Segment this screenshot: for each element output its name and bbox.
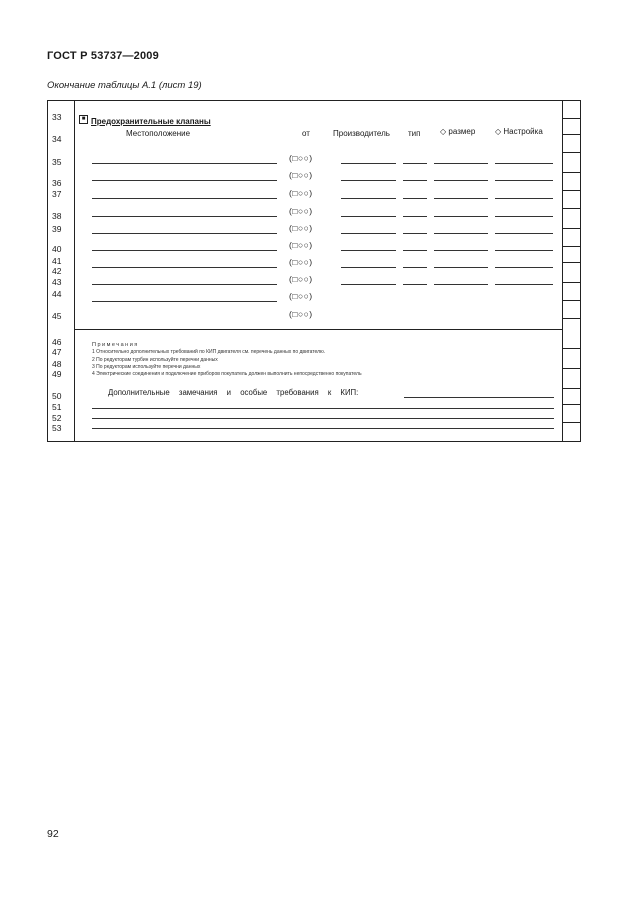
- remarks-field[interactable]: [92, 428, 554, 429]
- page-number: 92: [47, 828, 59, 840]
- margin-tick: [562, 404, 581, 405]
- size-field[interactable]: [434, 163, 488, 164]
- setting-field[interactable]: [495, 180, 553, 181]
- manufacturer-field[interactable]: [341, 233, 396, 234]
- valve-type-selector[interactable]: (□○○): [289, 240, 313, 250]
- valve-type-selector[interactable]: (□○○): [289, 274, 313, 284]
- setting-field[interactable]: [495, 250, 553, 251]
- col-size: ◇ размер: [440, 127, 476, 136]
- row-number: 37: [52, 189, 62, 199]
- col-location: Местоположение: [126, 129, 191, 138]
- row-number: 52: [52, 413, 62, 423]
- row-number: 39: [52, 224, 62, 234]
- manufacturer-field[interactable]: [341, 267, 396, 268]
- row-number: 41: [52, 256, 62, 266]
- remarks-field[interactable]: [92, 418, 554, 419]
- type-field[interactable]: [403, 233, 427, 234]
- checkbox-filled-icon[interactable]: ■: [79, 115, 88, 124]
- valve-type-selector[interactable]: (□○○): [289, 170, 313, 180]
- row-number: 42: [52, 266, 62, 276]
- row-number: 44: [52, 289, 62, 299]
- size-field[interactable]: [434, 267, 488, 268]
- row-number: 35: [52, 157, 62, 167]
- size-field[interactable]: [434, 180, 488, 181]
- manufacturer-field[interactable]: [341, 216, 396, 217]
- row-number: 48: [52, 359, 62, 369]
- col-manufacturer: Производитель: [333, 129, 390, 138]
- margin-tick: [562, 152, 581, 153]
- row-number: 51: [52, 402, 62, 412]
- note-item: 4 Электрические соединения и подключение приборов покупатель должен выполнить непосредственно покупатель: [92, 371, 362, 377]
- row-number: 43: [52, 277, 62, 287]
- margin-tick: [562, 282, 581, 283]
- diamond-icon: ◇: [495, 127, 502, 136]
- row-number: 40: [52, 244, 62, 254]
- type-field[interactable]: [403, 198, 427, 199]
- location-field[interactable]: [92, 267, 277, 268]
- margin-tick: [562, 388, 581, 389]
- margin-tick: [562, 228, 581, 229]
- row-number: 38: [52, 211, 62, 221]
- valve-type-selector[interactable]: (□○○): [289, 223, 313, 233]
- location-field[interactable]: [92, 250, 277, 251]
- note-item: 2 По редукторам турбин используйте перечни данных: [92, 357, 218, 363]
- valve-type-selector[interactable]: (□○○): [289, 206, 313, 216]
- col-setting: ◇ Настройка: [495, 127, 543, 136]
- valve-type-selector[interactable]: (□○○): [289, 291, 313, 301]
- type-field[interactable]: [403, 284, 427, 285]
- location-field[interactable]: [92, 284, 277, 285]
- location-field[interactable]: [92, 233, 277, 234]
- type-field[interactable]: [403, 180, 427, 181]
- row-number: 36: [52, 178, 62, 188]
- standard-title: ГОСТ Р 53737—2009: [47, 50, 159, 62]
- margin-tick: [562, 318, 581, 319]
- notes-heading: Примечания: [92, 342, 139, 348]
- margin-tick: [562, 134, 581, 135]
- location-field[interactable]: [92, 216, 277, 217]
- col-from: от: [302, 129, 310, 138]
- margin-tick: [562, 118, 581, 119]
- manufacturer-field[interactable]: [341, 180, 396, 181]
- margin-tick: [562, 208, 581, 209]
- row-number-divider: [74, 100, 75, 442]
- margin-tick: [562, 348, 581, 349]
- size-field[interactable]: [434, 198, 488, 199]
- type-field[interactable]: [403, 163, 427, 164]
- type-field[interactable]: [403, 216, 427, 217]
- setting-field[interactable]: [495, 267, 553, 268]
- location-field[interactable]: [92, 198, 277, 199]
- valve-type-selector[interactable]: (□○○): [289, 257, 313, 267]
- margin-tick: [562, 172, 581, 173]
- section-header: [79, 111, 211, 129]
- additional-remarks-label: Дополнительные замечания и особые требования к КИП:: [108, 388, 359, 397]
- location-field[interactable]: [92, 180, 277, 181]
- valve-type-selector[interactable]: (□○○): [289, 153, 313, 163]
- diamond-icon: ◇: [440, 127, 447, 136]
- setting-field[interactable]: [495, 284, 553, 285]
- note-item: 3 По редукторам используйте перечни данных: [92, 364, 201, 370]
- margin-tick: [562, 190, 581, 191]
- manufacturer-field[interactable]: [341, 163, 396, 164]
- row-number: 53: [52, 423, 62, 433]
- location-field[interactable]: [92, 163, 277, 164]
- valve-type-selector[interactable]: (□○○): [289, 309, 313, 319]
- row-number: 50: [52, 391, 62, 401]
- setting-field[interactable]: [495, 198, 553, 199]
- manufacturer-field[interactable]: [341, 198, 396, 199]
- remarks-field[interactable]: [404, 397, 554, 398]
- setting-field[interactable]: [495, 233, 553, 234]
- remarks-field[interactable]: [92, 408, 554, 409]
- row-number: 46: [52, 337, 62, 347]
- margin-tick: [562, 262, 581, 263]
- margin-tick: [562, 422, 581, 423]
- row-number: 47: [52, 347, 62, 357]
- size-field[interactable]: [434, 233, 488, 234]
- section-title: Предохранительные клапаны: [91, 117, 211, 126]
- margin-tick: [562, 300, 581, 301]
- row-number: 34: [52, 134, 62, 144]
- col-type: тип: [408, 129, 421, 138]
- manufacturer-field[interactable]: [341, 284, 396, 285]
- row-number: 45: [52, 311, 62, 321]
- setting-field[interactable]: [495, 163, 553, 164]
- type-field[interactable]: [403, 267, 427, 268]
- setting-field[interactable]: [495, 216, 553, 217]
- location-field[interactable]: [92, 301, 277, 302]
- row-number: 33: [52, 112, 62, 122]
- note-item: 1 Относительно дополнительных требований по КИП двигателя см. перечень данных по двигателю.: [92, 349, 326, 355]
- row-number: 49: [52, 369, 62, 379]
- type-field[interactable]: [403, 250, 427, 251]
- table-subtitle: Окончание таблицы А.1 (лист 19): [47, 80, 202, 91]
- valve-type-selector[interactable]: (□○○): [289, 188, 313, 198]
- section-divider: [74, 329, 562, 330]
- size-field[interactable]: [434, 250, 488, 251]
- size-field[interactable]: [434, 216, 488, 217]
- size-field[interactable]: [434, 284, 488, 285]
- margin-tick: [562, 368, 581, 369]
- manufacturer-field[interactable]: [341, 250, 396, 251]
- margin-tick: [562, 246, 581, 247]
